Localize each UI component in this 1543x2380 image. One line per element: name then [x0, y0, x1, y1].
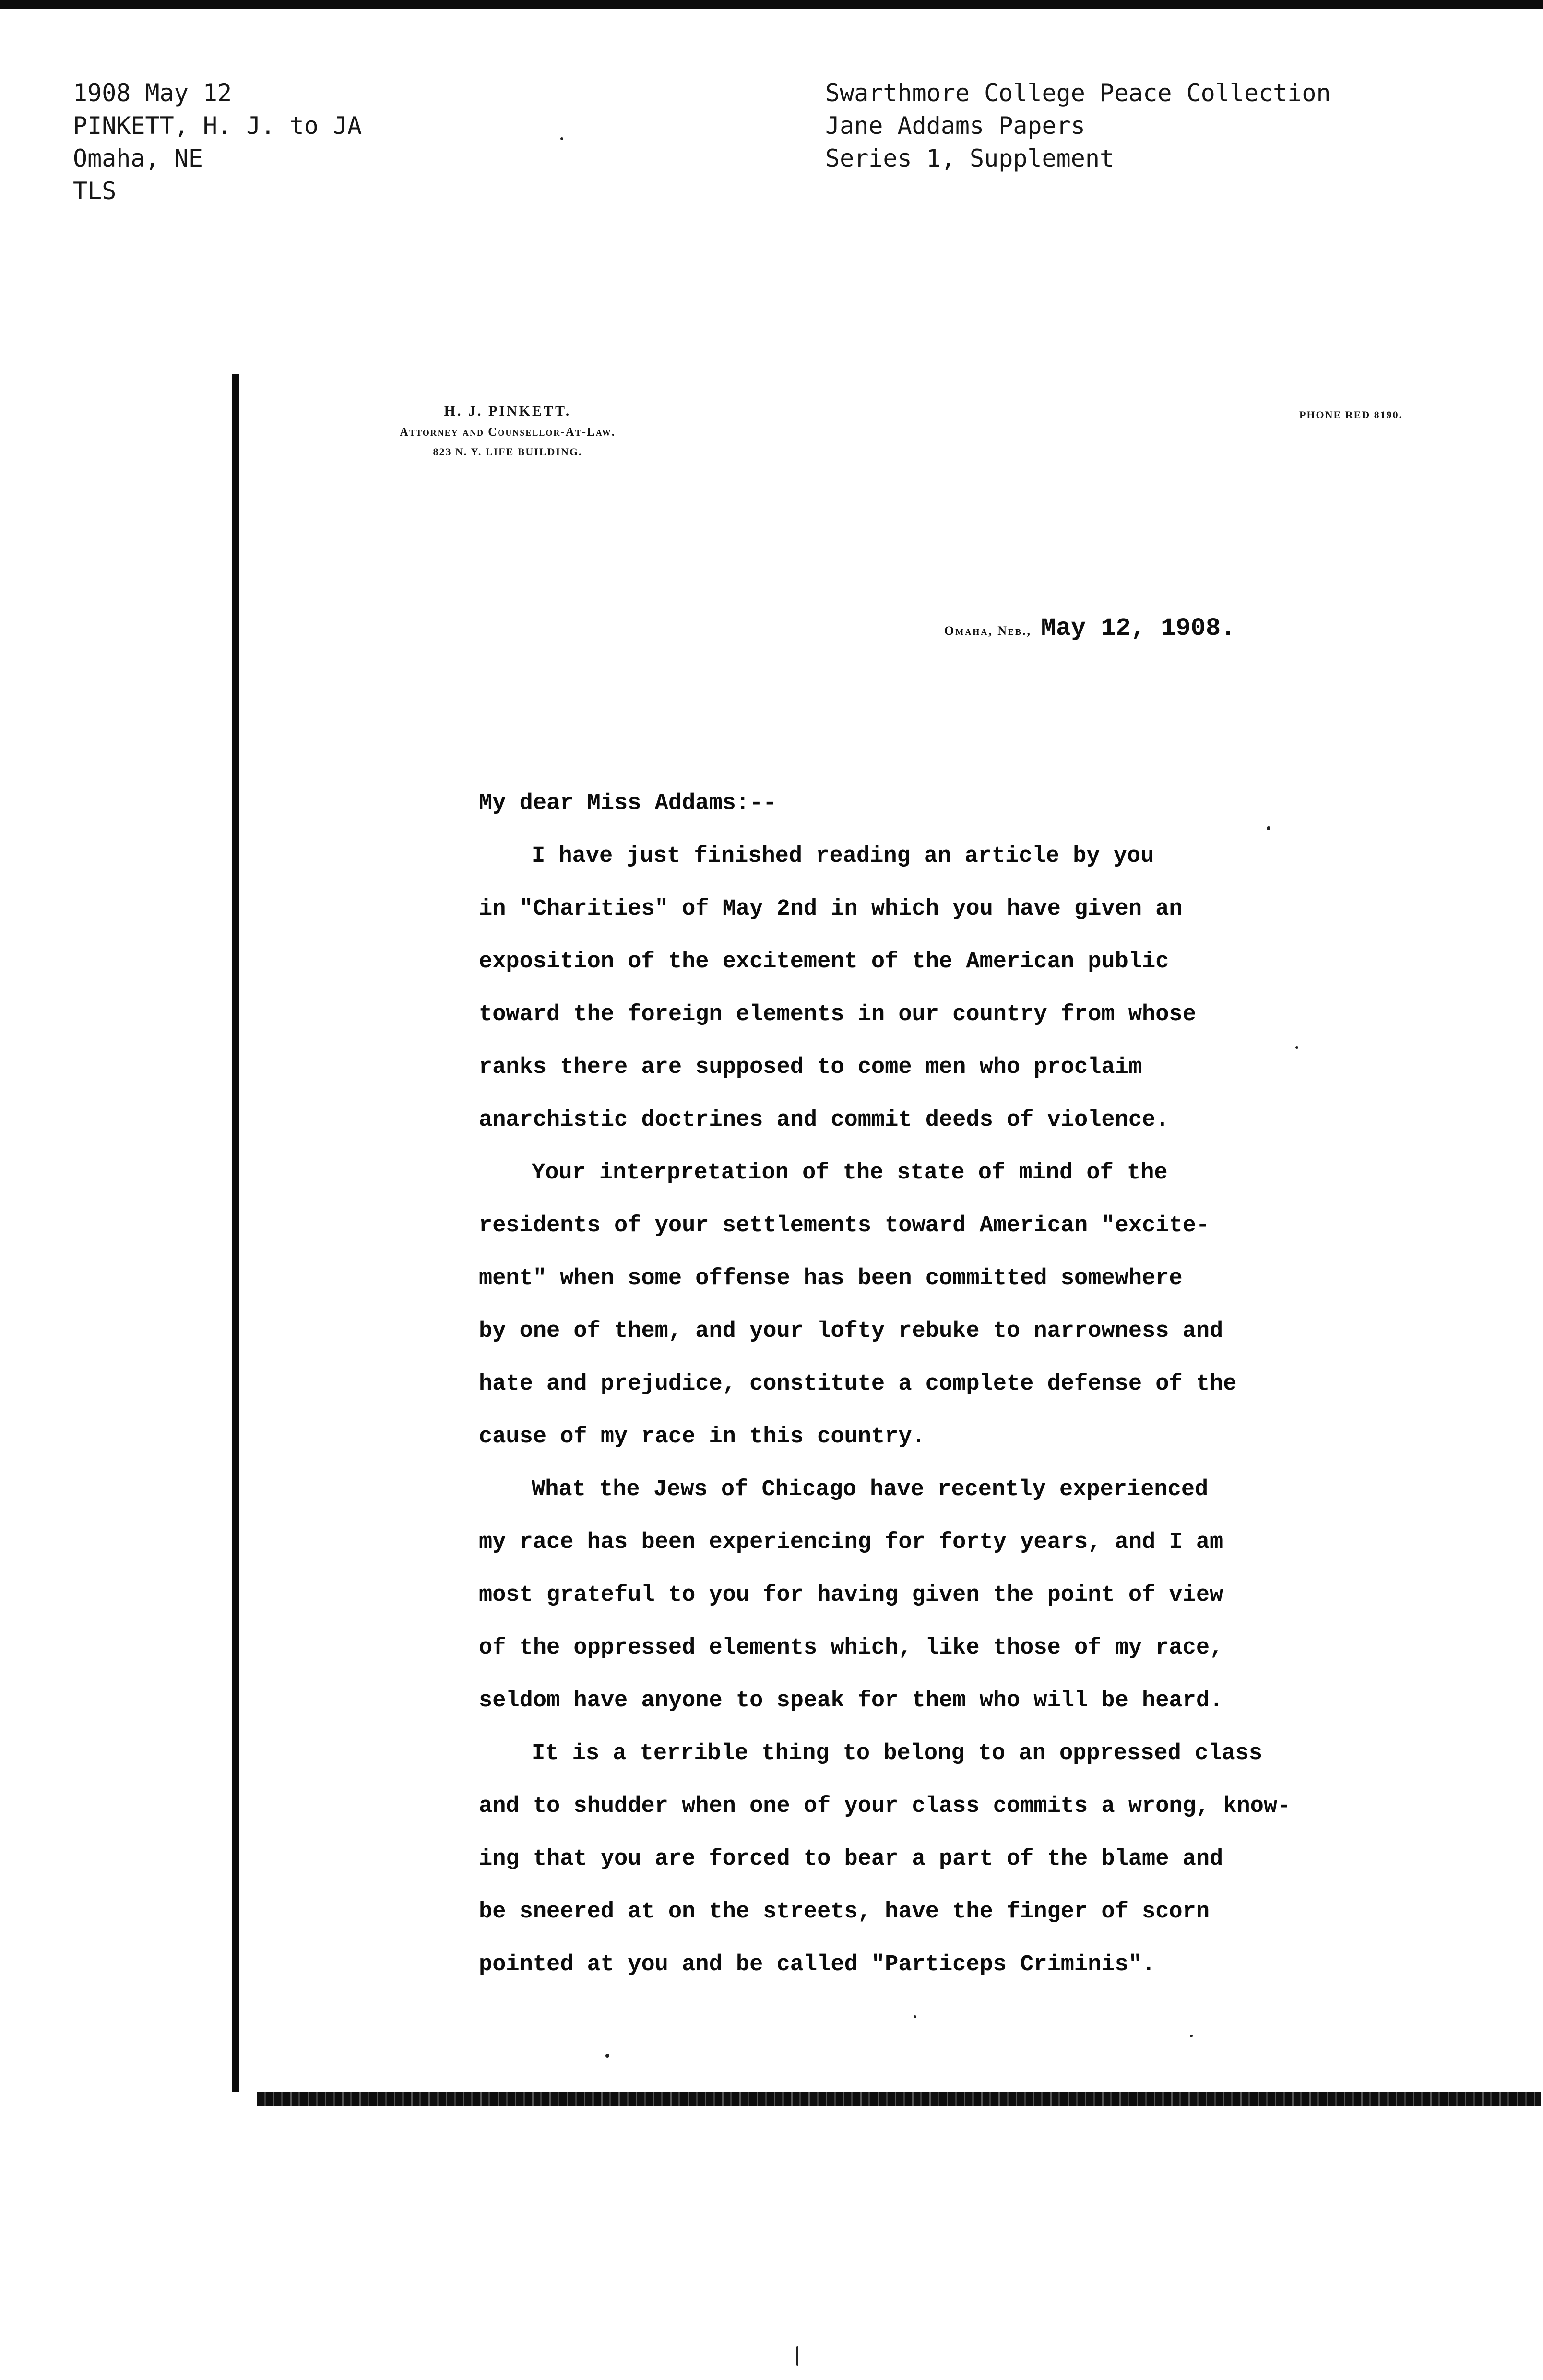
body-line: residents of your settlements toward American "excite-	[479, 1213, 1210, 1238]
scan-speck	[914, 2015, 916, 2018]
body-line: It is a terrible thing to belong to an oppressed class	[532, 1741, 1263, 1766]
paragraph-1	[479, 830, 1515, 1147]
letter-body	[479, 777, 1515, 1991]
paragraph-2	[479, 1147, 1515, 1464]
letterhead-name: H. J. PINKETT.	[444, 403, 571, 419]
letter-page	[232, 374, 1542, 2092]
dateline	[944, 614, 1235, 643]
body-line: anarchistic doctrines and commit deeds of violence.	[479, 1107, 1169, 1133]
letterhead-title: Attorney and Counsellor-At-Law.	[400, 426, 616, 439]
letterhead-phone: PHONE RED 8190.	[1299, 409, 1403, 421]
scan-speck	[605, 2054, 609, 2058]
body-line: ing that you are forced to bear a part of the blame and	[479, 1846, 1223, 1872]
archive-metadata-left	[73, 77, 362, 207]
letterhead	[311, 400, 704, 462]
dateline-city: Omaha, Neb.,	[944, 624, 1032, 638]
archive-metadata-right	[825, 77, 1331, 175]
archive-correspondents: PINKETT, H. J. to JA	[73, 112, 362, 140]
body-line: hate and prejudice, constitute a complete defense of the	[479, 1371, 1237, 1397]
body-line: exposition of the excitement of the American public	[479, 949, 1169, 975]
scan-top-border	[0, 0, 1543, 9]
archive-format: TLS	[73, 177, 117, 205]
archive-date: 1908 May 12	[73, 79, 232, 107]
salutation: My dear Miss Addams:--	[479, 791, 777, 816]
body-line: and to shudder when one of your class commits a wrong, know-	[479, 1794, 1291, 1819]
body-line: most grateful to you for having given the point of view	[479, 1583, 1223, 1608]
body-line: in "Charities" of May 2nd in which you have given an	[479, 896, 1183, 922]
paragraph-4	[479, 1727, 1515, 1991]
body-line: of the oppressed elements which, like those of my race,	[479, 1635, 1223, 1661]
scan-speck	[1295, 1046, 1298, 1049]
scan-speck	[1267, 826, 1270, 830]
body-line: cause of my race in this country.	[479, 1424, 926, 1450]
body-line: Your interpretation of the state of mind of the	[532, 1160, 1168, 1186]
body-line: my race has been experiencing for forty years, and I am	[479, 1530, 1223, 1555]
sheet-bottom-edge	[257, 2092, 1541, 2106]
body-line: be sneered at on the streets, have the finger of scorn	[479, 1899, 1210, 1925]
paragraph-3	[479, 1464, 1515, 1727]
archive-series: Series 1, Supplement	[825, 144, 1115, 172]
body-line: toward the foreign elements in our country from whose	[479, 1002, 1196, 1027]
body-line: ranks there are supposed to come men who proclaim	[479, 1055, 1142, 1080]
body-line: I have just finished reading an article by you	[532, 844, 1154, 869]
body-line: ment" when some offense has been committed somewhere	[479, 1266, 1183, 1291]
dateline-date: May 12, 1908.	[1041, 614, 1236, 643]
body-line: What the Jews of Chicago have recently experienced	[532, 1477, 1209, 1502]
scan-speck	[796, 2346, 798, 2366]
body-line: by one of them, and your lofty rebuke to narrowness and	[479, 1319, 1223, 1344]
archive-papers: Jane Addams Papers	[825, 112, 1085, 140]
archive-collection: Swarthmore College Peace Collection	[825, 79, 1331, 107]
scan-speck	[1190, 2035, 1193, 2037]
body-line: seldom have anyone to speak for them who will be heard.	[479, 1688, 1223, 1714]
scan-speck	[560, 137, 563, 140]
body-line: pointed at you and be called "Particeps Criminis".	[479, 1952, 1156, 1977]
archive-place: Omaha, NE	[73, 144, 203, 172]
letterhead-address: 823 N. Y. LIFE BUILDING.	[433, 446, 582, 458]
